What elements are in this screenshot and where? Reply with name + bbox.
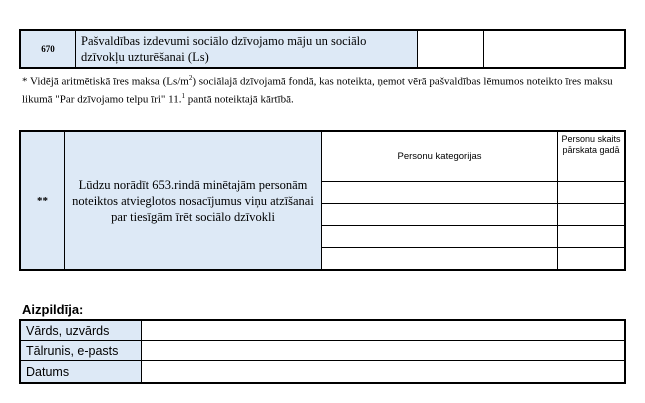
footnote-text: ) sociālajā dzīvojamā fondā, kas noteikta, ņemot vērā pašvaldības lēmumos noteikto īres maksu likumā "Par dzīvojamo telpu īri" 11.: [22, 75, 613, 106]
date-label: Datums: [21, 361, 142, 382]
footnote-text: * Vidējā aritmētiskā īres maksa (Ls/m: [22, 75, 189, 88]
header-person-count: Personu skaits pārskata gadā: [558, 132, 624, 182]
footnote-superscript: 2: [188, 74, 193, 82]
count-cell[interactable]: [558, 204, 624, 226]
header-person-categories: Personu kategorijas: [322, 132, 558, 182]
phone-email-label: Tālrunis, e-pasts: [21, 341, 142, 361]
count-cell[interactable]: [558, 248, 624, 269]
report-row-670: [19, 29, 626, 69]
row-code: 670: [21, 31, 76, 67]
count-cell[interactable]: [558, 226, 624, 248]
category-cell[interactable]: [322, 182, 558, 204]
footnote-text: pantā noteiktajā kārtībā.: [185, 93, 294, 106]
category-cell[interactable]: [322, 226, 558, 248]
preferential-conditions-table: [19, 130, 626, 271]
performer-table: [19, 319, 626, 384]
footnote-superscript: 1: [181, 91, 185, 100]
row-label: Pašvaldības izdevumi sociālo dzīvojamo māju un sociālo dzīvokļu uzturēšanai (Ls): [76, 31, 418, 67]
footnote: [22, 71, 637, 106]
value-cell[interactable]: [484, 31, 624, 67]
row-label: Lūdzu norādīt 653.rindā minētajām personām noteiktos atvieglotos nosacījumus viņu atzīšanai par tiesīgām īrēt sociālo dzīvokli: [65, 132, 322, 269]
performer-title: Aizpildīja:: [22, 302, 84, 317]
name-field[interactable]: [142, 321, 624, 341]
category-cell[interactable]: [322, 204, 558, 226]
date-field[interactable]: [142, 361, 624, 382]
name-label: Vārds, uzvārds: [21, 321, 142, 341]
category-cell[interactable]: [322, 248, 558, 269]
row-code: **: [21, 132, 65, 269]
phone-email-field[interactable]: [142, 341, 624, 361]
count-cell[interactable]: [558, 182, 624, 204]
value-cell[interactable]: [418, 31, 484, 67]
